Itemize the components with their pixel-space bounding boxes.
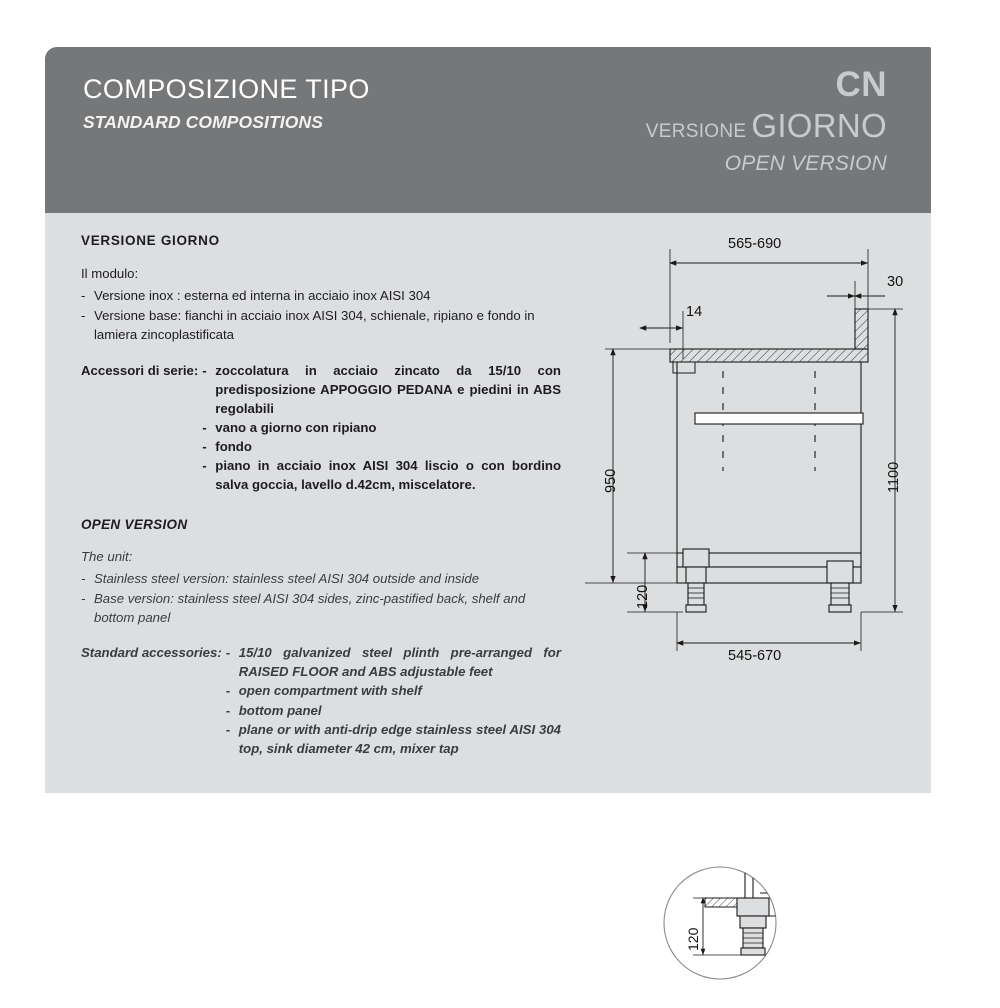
dash-bullet: - (225, 721, 231, 737)
list-item-text: piano in acciaio inox AISI 304 liscio o con bordino salva goccia, lavello d.42cm, miscelatore. (215, 458, 561, 493)
page-subtitle: STANDARD COMPOSITIONS (83, 112, 323, 132)
dim-bottom-width: 545-670 (728, 648, 782, 664)
dash-bullet: - (225, 702, 231, 718)
foot-detail-drawing (645, 853, 825, 1003)
list-item (202, 418, 561, 437)
italian-accessories-block (81, 361, 561, 495)
english-accessories-list (226, 643, 561, 758)
dim-plinth: 120 (635, 584, 651, 609)
foot-detail-callout (645, 853, 825, 1003)
dash-bullet: - (202, 419, 207, 435)
dash-bullet: - (225, 645, 231, 661)
list-item: - Versione base: fianchi in acciaio inox AISI 304, schienale, ripiano e fondo in lamiera zincoplastificata (81, 306, 561, 344)
header-band (45, 47, 931, 213)
dash-bullet: - (202, 458, 207, 474)
english-section-title: OPEN VERSION (81, 516, 188, 532)
list-item: - Versione inox : esterna ed interna in acciaio inox AISI 304 (81, 286, 561, 305)
list-item (202, 361, 561, 418)
technical-drawing (565, 231, 915, 776)
detail-dim-plinth: 120 (685, 927, 701, 951)
list-item (202, 437, 561, 456)
english-lead: The unit: (81, 548, 133, 564)
description-column (81, 233, 561, 758)
dim-upstand: 30 (887, 274, 904, 290)
list-item: - Stainless steel version: stainless steel AISI 304 outside and inside (81, 569, 561, 588)
version-label: VERSIONE (645, 121, 747, 142)
english-accessories-block (81, 643, 561, 758)
dim-top-overhang: 14 (686, 304, 703, 320)
list-item-text: 15/10 galvanized steel plinth pre-arranged for RAISED FLOOR and ABS adjustable feet (238, 645, 561, 680)
italian-section-title: VERSIONE GIORNO (81, 233, 220, 248)
list-item (226, 681, 561, 700)
list-item (202, 456, 561, 494)
italian-accessories-label: Accessori di serie: (81, 362, 199, 378)
list-item-text: open compartment with shelf (238, 683, 422, 699)
list-item-text: bottom panel (238, 702, 322, 718)
list-item (226, 701, 561, 720)
dash-bullet: - (225, 683, 231, 699)
list-item: - Base version: stainless steel AISI 304 sides, zinc-pastified back, shelf and bottom panel (81, 589, 561, 627)
list-item-text: fondo (215, 439, 252, 455)
dim-height-left: 950 (603, 468, 619, 493)
page-title: COMPOSIZIONE TIPO (83, 74, 370, 104)
version-name: GIORNO (751, 107, 887, 144)
dim-top-width: 565-690 (728, 236, 782, 252)
italian-bullet-list (81, 286, 561, 344)
version-line (646, 109, 887, 142)
english-accessories-label: Standard accessories: (81, 645, 222, 661)
dash-bullet: - (202, 439, 207, 455)
italian-lead: Il modulo: (81, 266, 139, 281)
cabinet-section-drawing (565, 231, 915, 776)
content-panel (45, 213, 931, 951)
list-item (226, 643, 561, 681)
list-item-text: zoccolatura in acciaio zincato da 15/10 con predisposizione APPOGGIO PEDANA e piedini in ABS regolabili (215, 362, 561, 416)
italian-accessories-list (202, 361, 561, 495)
open-version-label: OPEN VERSION (724, 152, 887, 175)
list-item-text: vano a giorno con ripiano (215, 419, 377, 435)
dim-height-right: 1100 (886, 461, 902, 493)
list-item (226, 720, 561, 758)
dash-bullet: - (202, 362, 207, 378)
english-bullet-list (81, 569, 561, 627)
list-item-text: plane or with anti-drip edge stainless steel AISI 304 top, sink diameter 42 cm, mixer tap (238, 721, 561, 756)
model-code: CN (835, 65, 887, 104)
